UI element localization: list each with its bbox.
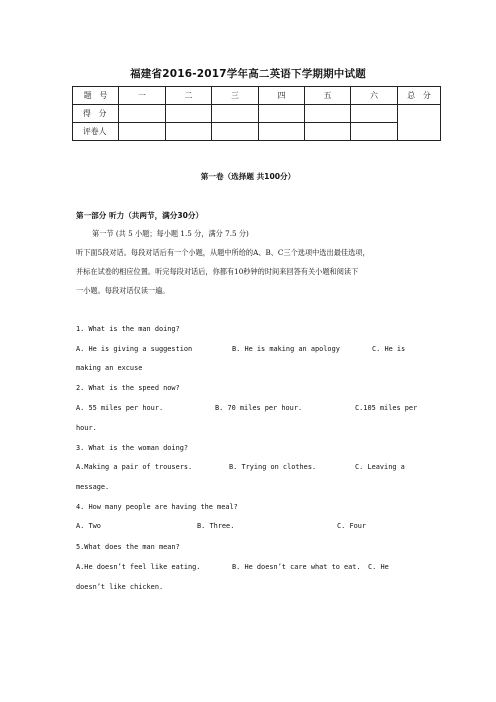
grader-cell	[166, 123, 212, 141]
score-cell	[166, 105, 212, 123]
option-a: A. Two	[76, 522, 101, 530]
option-continuation: doesn’t like chicken.	[76, 583, 164, 591]
question-stem: 2. What is the speed now?	[76, 384, 180, 392]
header-cell: 题 号	[73, 87, 119, 105]
option-continuation: message.	[76, 483, 110, 491]
part-title: 第一部分 听力（共两节，满分30分）	[76, 211, 204, 220]
subsection-heading: 第一节 (共 5 小题；每小题 1.5 分，满分 7.5 分)	[92, 229, 249, 238]
score-cell	[119, 105, 166, 123]
question-stem: 3. What is the woman doing?	[76, 444, 189, 452]
score-row	[73, 105, 441, 123]
page-title: 福建省2016-2017学年高二英语下学期期中试题	[130, 68, 366, 80]
question-options	[76, 464, 422, 474]
option-b: B. Three.	[197, 522, 235, 530]
grader-cell	[212, 123, 259, 141]
option-b: B. He is making an apology	[232, 345, 340, 353]
question-stem: 4. How many people are having the meal?	[76, 503, 238, 511]
score-cell	[212, 105, 259, 123]
score-table	[72, 86, 441, 141]
grader-row	[73, 123, 441, 141]
option-continuation: making an excuse	[76, 364, 143, 372]
grader-cell	[351, 123, 398, 141]
score-cell	[259, 105, 305, 123]
score-cell	[351, 105, 398, 123]
header-cell: 二	[166, 87, 212, 105]
instruction-line: 听下面5段对话。每段对话后有一个小题，从题中所给的A、B、C三个选项中选出最佳选项，	[76, 248, 370, 257]
question-stem: 5.What does the man mean?	[76, 543, 180, 551]
option-b: B. 70 miles per hour.	[215, 404, 303, 412]
question-stem: 1. What is the man doing?	[76, 325, 180, 333]
question-options	[76, 564, 422, 574]
instruction-line: 并标在试卷的相应位置。听完每段对话后，你都有10秒钟的时间来回答有关小题和阅读下	[76, 267, 359, 276]
total-score-cell	[398, 105, 441, 141]
question-options	[76, 346, 422, 356]
question-options	[76, 405, 422, 415]
option-continuation: hour.	[76, 424, 97, 432]
score-row-label: 得 分	[73, 105, 119, 123]
option-c: C. He is	[372, 345, 406, 353]
option-c: C. He	[368, 563, 389, 571]
score-table-header-row	[73, 87, 441, 105]
question-options	[76, 523, 422, 533]
option-a: A.Making a pair of trousers.	[76, 463, 193, 471]
header-cell: 四	[259, 87, 305, 105]
option-c: C. Leaving a	[355, 463, 405, 471]
header-cell: 三	[212, 87, 259, 105]
grader-cell	[259, 123, 305, 141]
header-cell: 一	[119, 87, 166, 105]
option-c: C. Four	[337, 522, 367, 530]
header-cell: 总 分	[398, 87, 441, 105]
option-b: B. He doesn’t care what to eat.	[232, 563, 361, 571]
instruction-line: 一小题。每段对话仅读一遍。	[76, 286, 170, 295]
option-a: A. He is giving a suggestion	[76, 345, 193, 353]
option-a: A. 55 miles per hour.	[76, 404, 164, 412]
score-cell	[305, 105, 351, 123]
grader-cell	[119, 123, 166, 141]
grader-row-label: 评卷人	[73, 123, 119, 141]
header-cell: 五	[305, 87, 351, 105]
option-b: B. Trying on clothes.	[229, 463, 317, 471]
grader-cell	[305, 123, 351, 141]
option-a: A.He doesn’t feel like eating.	[76, 563, 201, 571]
header-cell: 六	[351, 87, 398, 105]
option-c: C.105 miles per	[355, 404, 418, 412]
section-title: 第一卷（选择题 共100分）	[200, 172, 296, 181]
